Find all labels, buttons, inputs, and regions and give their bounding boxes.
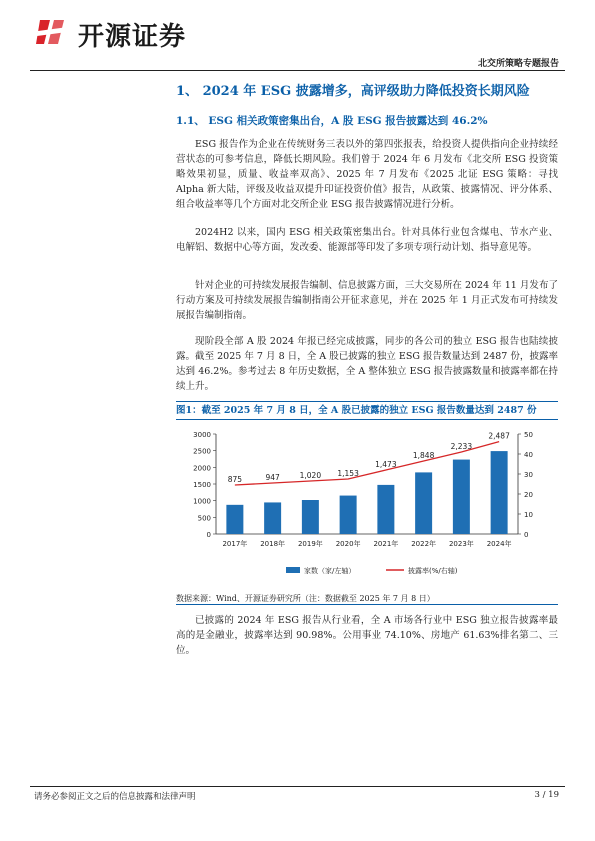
figure-source: 数据来源：Wind、开源证券研究所（注：数据截至 2025 年 7 月 8 日） xyxy=(176,594,435,603)
y-left-tick-label: 1000 xyxy=(193,497,211,506)
y-right-tick-label: 30 xyxy=(524,471,533,479)
bar xyxy=(302,500,319,534)
y-left-tick-label: 500 xyxy=(197,514,211,523)
data-label: 947 xyxy=(265,473,280,482)
legend-bar-swatch xyxy=(286,567,300,573)
page-number: 3 / 19 xyxy=(534,790,559,800)
source-divider xyxy=(176,604,558,605)
x-tick-label: 2022年 xyxy=(411,540,437,548)
data-label: 1,848 xyxy=(412,451,435,460)
paragraph-2: 2024H2 以来，国内 ESG 相关政策密集出台。针对具体行业包含煤电、节水产业、电解铝、数据中心等方面，发改委、能源部等印发了多项专项行动计划、指导意见等。 xyxy=(176,227,558,253)
footer-disclaimer: 请务必参阅正文之后的信息披露和法律声明 xyxy=(34,792,196,802)
x-tick-label: 2017年 xyxy=(222,540,248,548)
x-tick-label: 2020年 xyxy=(335,540,361,548)
x-tick-label: 2021年 xyxy=(373,540,399,548)
bar xyxy=(377,485,394,534)
x-tick-label: 2019年 xyxy=(297,540,323,548)
paragraph-4: 现阶段全部 A 股 2024 年报已经完成披露，同步的各公司的独立 ESG 报告也陆续披露。截至 2025 年 7 月 8 日，全 A 股已披露的独立 ESG 报告数量达到 2487 份，披露率达到 46.2%。参考过去 8 年历史数据，全 A 整体独立 ESG 报告披露数量和披露率都在持续上升。 xyxy=(176,336,558,392)
y-right-tick-label: 50 xyxy=(524,431,533,439)
data-label: 1,020 xyxy=(299,471,322,480)
logo-text: 开源证券 xyxy=(78,22,187,52)
bar xyxy=(340,496,357,534)
doc-tag: 北交所策略专题报告 xyxy=(477,59,559,69)
esg-report-chart xyxy=(176,422,558,590)
paragraph-5: 已披露的 2024 年 ESG 报告从行业看，全 A 市场各行业中 ESG 独立报告披露率最高的是金融业，披露率达到 90.98%。公用事业 74.10%、房地产 61.63%排名第二、三位。 xyxy=(176,615,558,656)
footer-divider xyxy=(30,786,565,787)
x-tick-label: 2023年 xyxy=(448,540,474,548)
header-divider xyxy=(30,70,565,71)
y-right-tick-label: 40 xyxy=(524,451,533,459)
bar xyxy=(491,451,508,534)
data-label: 875 xyxy=(227,475,243,484)
bar xyxy=(453,460,470,534)
subsection-heading: 1.1、 ESG 相关政策密集出台，A 股 ESG 报告披露达到 46.2% xyxy=(176,115,488,127)
bar xyxy=(264,502,281,534)
y-left-tick-label: 2500 xyxy=(193,447,211,456)
y-right-tick-label: 0 xyxy=(524,531,529,539)
data-label: 2,233 xyxy=(450,442,473,451)
y-left-tick-label: 1500 xyxy=(193,481,211,489)
legend-bar-label: 家数（家/左轴） xyxy=(304,567,356,575)
section-heading: 1、 2024 年 ESG 披露增多，高评级助力降低投资长期风险 xyxy=(176,84,530,99)
data-label: 1,153 xyxy=(337,469,359,478)
y-right-tick-label: 20 xyxy=(524,491,533,499)
bar xyxy=(415,472,432,534)
legend-line-label: 披露率(%/右轴) xyxy=(408,567,458,575)
paragraph-1: ESG 报告作为企业在传统财务三表以外的第四张报表，给投资人提供指向企业持续经营状态的可参考信息，降低长期风险。我们曾于 2024 年 6 月发布《北交所 ESG 投资策略效果初显，质量、收益率双高》、2025 年 7 月发布《2025 北证 ESG 策略：寻找 Alpha 新大陆，评级及收益双提升印证投资价值》报告，从政策、披露情况、评分体系、组合收益率等几个方面对北交所企业 ESG 报告披露情况进行分析。 xyxy=(176,139,558,210)
data-label: 2,487 xyxy=(488,431,510,441)
y-left-tick-label: 3000 xyxy=(193,431,211,439)
bar xyxy=(226,505,243,534)
figure-title: 图1：截至 2025 年 7 月 8 日，全 A 股已披露的独立 ESG 报告数量达到 2487 份 xyxy=(176,401,558,420)
logo-icon xyxy=(34,14,70,50)
data-label: 1,473 xyxy=(375,460,397,469)
y-left-tick-label: 2000 xyxy=(193,464,211,473)
x-tick-label: 2024年 xyxy=(486,540,512,548)
y-right-tick-label: 10 xyxy=(524,511,533,519)
paragraph-3: 针对企业的可持续发展报告编制、信息披露方面，三大交易所在 2024 年 11 月发布了行动方案及可持续发展报告编制指南公开征求意见，并在 2025 年 1 月正式发布可持续发展报告编制指南。 xyxy=(176,280,558,321)
y-left-tick-label: 0 xyxy=(206,531,211,539)
x-tick-label: 2018年 xyxy=(260,540,286,548)
